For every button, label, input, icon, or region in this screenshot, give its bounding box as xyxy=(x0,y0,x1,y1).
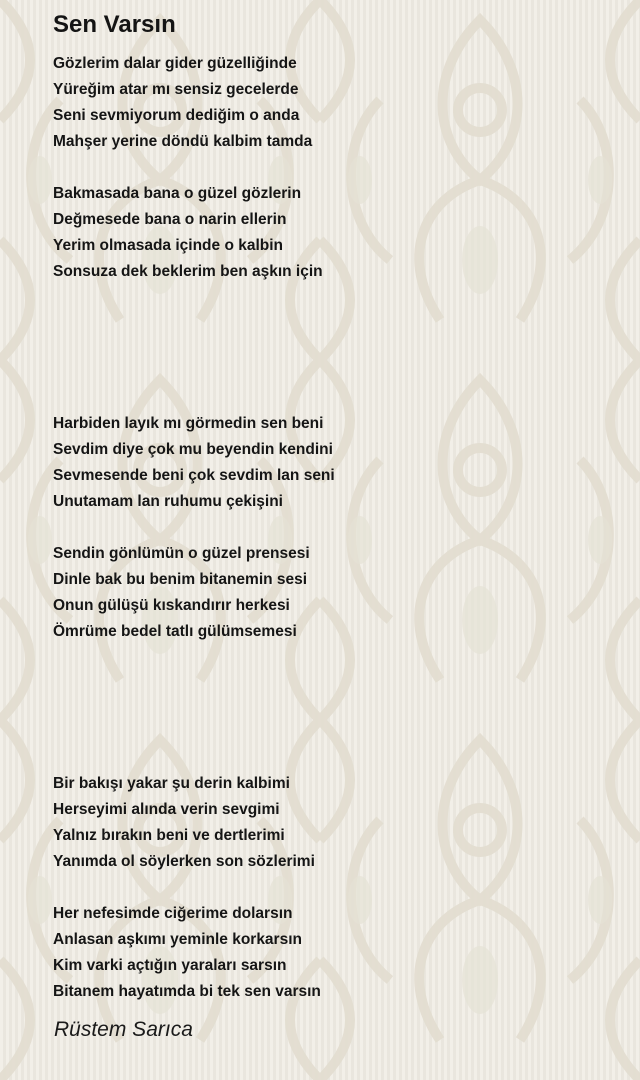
poem-line: Yüreğim atar mı sensiz gecelerde xyxy=(53,81,299,98)
poem-line: Seni sevmiyorum dediğim o anda xyxy=(53,107,300,124)
poem-line: Kim varki açtığın yaraları sarsın xyxy=(53,957,287,974)
stanza-4 xyxy=(53,541,310,645)
poem-line: Ömrüme bedel tatlı gülümsemesi xyxy=(53,623,297,640)
poem-line: Bakmasada bana o güzel gözlerin xyxy=(53,185,302,202)
poem-line: Değmesede bana o narin ellerin xyxy=(53,211,287,228)
stanza-6 xyxy=(53,901,321,1005)
poem-author: Rüstem Sarıca xyxy=(54,1018,193,1041)
poem-line: Yanımda ol söylerken son sözlerimi xyxy=(53,853,315,870)
poem-title: Sen Varsın xyxy=(53,11,176,38)
poem-line: Bitanem hayatımda bi tek sen varsın xyxy=(53,983,321,1000)
poem-line: Onun gülüşü kıskandırır herkesi xyxy=(53,597,290,614)
poem-line: Sendin gönlümün o güzel prensesi xyxy=(53,545,310,562)
poem-line: Mahşer yerine döndü kalbim tamda xyxy=(53,133,313,150)
poem-line: Unutamam lan ruhumu çekişini xyxy=(53,493,283,510)
stanza-1 xyxy=(53,51,312,155)
poem-line: Yalnız bırakın beni ve dertlerimi xyxy=(53,827,285,844)
poem-line: Sevmesende beni çok sevdim lan seni xyxy=(53,467,335,484)
poem-line: Gözlerim dalar gider güzelliğinde xyxy=(53,55,297,72)
poem-line: Bir bakışı yakar şu derin kalbimi xyxy=(53,775,290,792)
poem-line: Her nefesimde ciğerime dolarsın xyxy=(53,905,293,922)
poem-line: Harbiden layık mı görmedin sen beni xyxy=(53,415,324,432)
stanza-2 xyxy=(53,181,323,285)
poem-line: Dinle bak bu benim bitanemin sesi xyxy=(53,571,308,588)
poem-line: Herseyimi alında verin sevgimi xyxy=(53,801,280,818)
poem-line: Yerim olmasada içinde o kalbin xyxy=(53,237,284,254)
poem-line: Sonsuza dek beklerim ben aşkın için xyxy=(53,263,323,280)
poem-line: Anlasan aşkımı yeminle korkarsın xyxy=(53,931,302,948)
stanza-3 xyxy=(53,411,335,515)
stanza-5 xyxy=(53,771,315,875)
poem-line: Sevdim diye çok mu beyendin kendini xyxy=(53,441,333,458)
